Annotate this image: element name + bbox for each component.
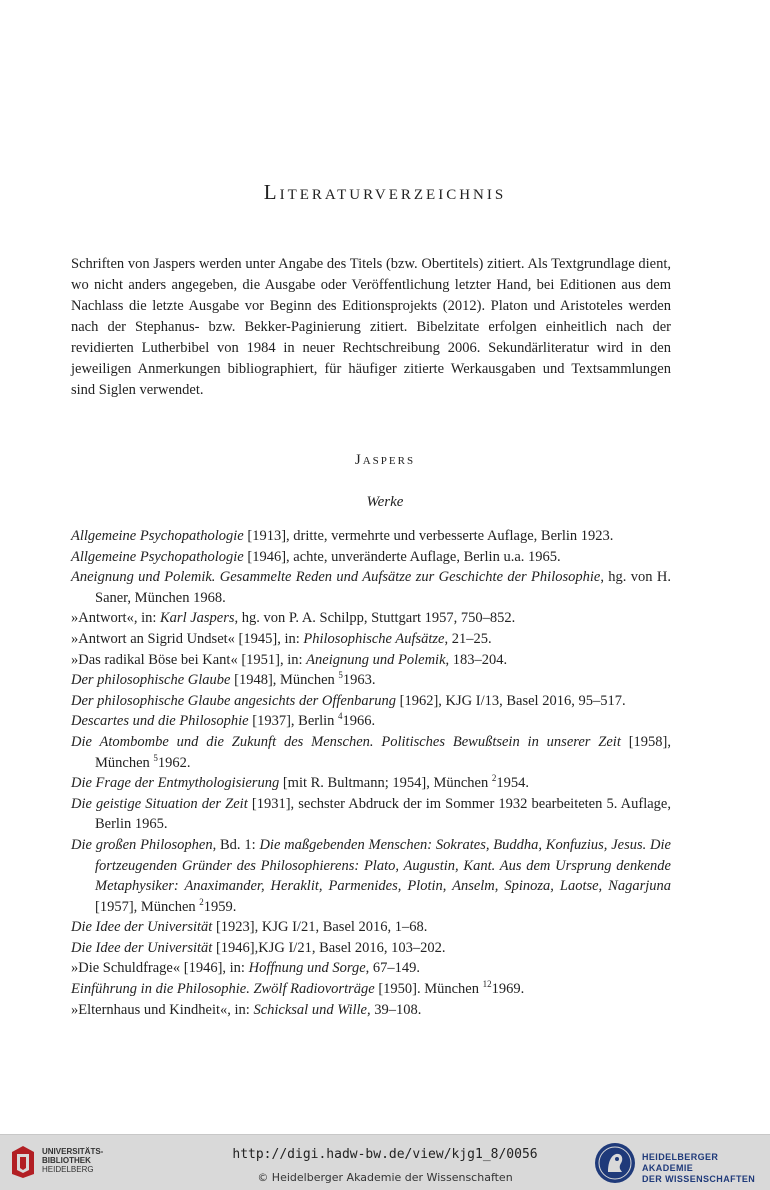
reference-sup-text: 5: [153, 752, 158, 763]
reference-italic-text: Allgemeine Psychopathologie: [71, 548, 244, 565]
reference-entry: [71, 670, 671, 691]
reference-post-text: 1969.: [491, 981, 525, 998]
reference-pre-text: »Die Schuldfrage« [1946], in:: [71, 960, 249, 977]
reference-entry: [71, 835, 671, 917]
reference-italic-text: Descartes und die Philosophie: [71, 713, 249, 730]
reference-italic-text: Die Idee der Universität: [71, 939, 213, 956]
reference-pre-text: »Das radikal Böse bei Kant« [1951], in:: [71, 651, 307, 668]
reference-italic-text: Der philosophische Glaube angesichts der Offenbarung: [71, 692, 397, 709]
reference-italic-text: Die großen Philosophen: [71, 836, 213, 853]
reference-rest-text: , Bd. 1:: [212, 836, 260, 853]
reference-italic-text: Der philosophische Glaube: [71, 672, 231, 689]
reference-entry: [71, 917, 671, 938]
academy-seal-icon[interactable]: [594, 1142, 636, 1184]
reference-italic-text: Schicksal und Wille: [253, 1001, 367, 1018]
reference-italic-text: Aneignung und Polemik. Gesammelte Reden und Aufsätze zur Geschichte der Philosophie: [71, 569, 601, 586]
reference-entry: [71, 938, 671, 959]
reference-pre-text: »Antwort«, in:: [71, 610, 161, 627]
reference-italic-text: Die geistige Situation der Zeit: [71, 795, 248, 812]
reference-sup-text: 2: [199, 896, 204, 907]
academy-name-line: HEIDELBERGER AKADEMIE: [642, 1152, 719, 1173]
reference-rest-text: [mit R. Bultmann; 1954], München: [279, 775, 492, 792]
reference-entry: [71, 526, 671, 547]
reference-sup-text: 5: [338, 670, 343, 681]
reference-sup-text: 2: [491, 773, 497, 784]
reference-post-text: 1959.: [203, 898, 237, 915]
reference-rest-text: [1913], dritte, vermehrte und verbesserte Auflage, Berlin 1923.: [243, 528, 614, 544]
library-name-line: BIBLIOTHEK: [42, 1156, 91, 1165]
reference-italic-text: Die Idee der Universität: [71, 919, 213, 936]
reference-entry: [71, 650, 671, 671]
reference-italic-text: Einführung in die Philosophie. Zwölf Radiovorträge: [71, 981, 375, 998]
reference-italic-text: Allgemeine Psychopathologie: [71, 528, 244, 544]
reference-entry: [71, 608, 671, 629]
reference-italic-text: Die maßgebenden Menschen: Sokrates, Buddha, Konfuzius, Jesus. Die fortzeugenden Gründer des Philosophierens: Plato, Augustin, Kant. Aus dem Ursprung denkende Metaphysiker: Anaximander, Heraklit, Parmenides, Plotin, Anselm, Spinoza, Laotse, Nagarjuna: [95, 836, 671, 895]
reference-rest-text: , 183–204.: [445, 651, 508, 668]
reference-rest-text: [1946],KJG I/21, Basel 2016, 103–202.: [212, 939, 446, 956]
reference-rest-text: , 39–108.: [367, 1001, 422, 1018]
reference-post-text: 1954.: [496, 775, 529, 792]
reference-entry: [71, 979, 671, 1000]
section-heading: Jaspers: [354, 452, 416, 468]
reference-sup-text: 4: [338, 711, 343, 722]
library-name-line: UNIVERSITÄTS-: [42, 1147, 104, 1156]
reference-entry: [71, 629, 671, 650]
reference-post-text: 1962.: [157, 754, 191, 771]
reference-entry: [71, 691, 671, 712]
reference-post-text: 1966.: [342, 713, 376, 730]
reference-italic-text: Die Frage der Entmythologisierung: [71, 775, 280, 792]
reference-entry: [71, 711, 671, 732]
reference-rest-text: , hg. von H. Saner, München 1968.: [95, 569, 671, 606]
library-name-line: HEIDELBERG: [42, 1165, 94, 1174]
reference-sup-text: 12: [482, 979, 492, 990]
reference-rest-text: [1923], KJG I/21, Basel 2016, 1–68.: [212, 919, 428, 936]
reference-italic-text: Karl Jaspers: [160, 610, 235, 627]
reference-italic-text: Aneignung und Polemik: [306, 651, 446, 668]
copyright-notice: © Heidelberger Akademie der Wissenschaften: [257, 1171, 513, 1184]
reference-list: [71, 526, 671, 1020]
reference-italic-text: Die Atombombe und die Zukunft des Menschen. Politisches Bewußtsein in unserer Zeit: [71, 733, 621, 750]
reference-rest-text: , 21–25.: [444, 630, 492, 647]
reference-rest-text: [1958], München: [95, 733, 671, 771]
intro-paragraph: Schriften von Jaspers werden unter Angabe des Titels (bzw. Obertitels) zitiert. Als Textgrundlage dient, wo nicht anders angegeben, die Ausgabe oder Veröffentlichung letzter Hand, bei Editionen aus dem Nachlass die letzte Ausgabe vor Beginn des Editionsprojekts (2012). Platon und Aristoteles werden nach der Stephanus- bzw. Bekker-Paginierung zitiert. Bibelzitate erfolgen einheitlich nach der revidierten Lutherbibel von 1984 in neuer Rechtschreibung 2006. Sekundärliteratur wird in den jeweiligen Anmerkungen bibliographiert, für häufiger zitierte Werkausgaben und Textsammlungen sind Siglen verwendet.: [71, 256, 671, 398]
reference-rest-text: [1962], KJG I/13, Basel 2016, 95–517.: [396, 692, 626, 709]
reference-entry: [71, 567, 671, 608]
reference-rest-text: [1957], München: [95, 898, 200, 915]
reference-entry: [71, 547, 671, 568]
reference-italic-text: Philosophische Aufsätze: [303, 630, 445, 647]
subsection-heading: Werke: [366, 494, 404, 510]
reference-rest-text: [1931], sechster Abdruck der im Sommer 1932 bearbeiteten 5. Auflage, Berlin 1965.: [95, 795, 671, 833]
reference-rest-text: , 67–149.: [365, 960, 421, 977]
reference-rest-text: , hg. von P. A. Schilpp, Stuttgart 1957, 750–852.: [234, 610, 516, 627]
reference-pre-text: »Antwort an Sigrid Undset« [1945], in:: [71, 630, 304, 647]
reference-rest-text: [1937], Berlin: [248, 713, 339, 730]
reference-rest-text: [1946], achte, unveränderte Auflage, Berlin u.a. 1965.: [243, 548, 561, 565]
reference-rest-text: [1948], München: [230, 672, 339, 689]
page-title: Literaturverzeichnis: [263, 180, 507, 204]
reference-post-text: 1963.: [342, 672, 376, 689]
academy-name[interactable]: [642, 1152, 770, 1185]
reference-entry: [71, 794, 671, 835]
reference-rest-text: [1950]. München: [374, 981, 483, 998]
reference-pre-text: »Elternhaus und Kindheit«, in:: [71, 1001, 254, 1018]
reference-entry: [71, 732, 671, 773]
viewer-footer: [0, 1134, 770, 1190]
reference-italic-text: Hoffnung und Sorge: [248, 960, 366, 977]
permalink-link[interactable]: http://digi.hadw-bw.de/view/kjg1_8/0056: [232, 1147, 538, 1162]
reference-entry: [71, 1000, 671, 1021]
academy-name-line: DER WISSENSCHAFTEN: [642, 1174, 756, 1184]
reference-entry: [71, 773, 671, 794]
reference-entry: [71, 958, 671, 979]
